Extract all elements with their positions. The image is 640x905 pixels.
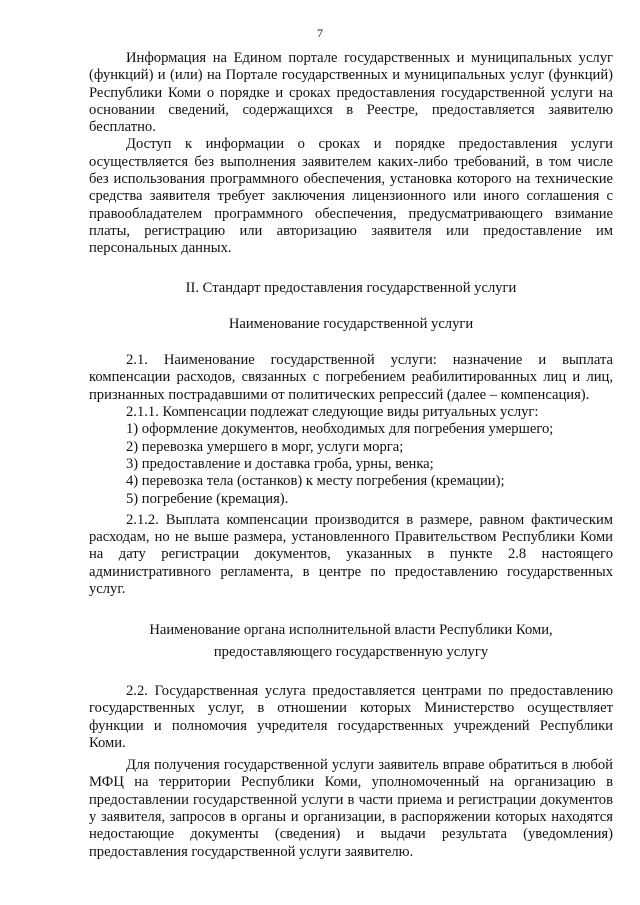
paragraph-2-1: 2.1. Наименование государственной услуги: назначение и выплата компенсации расходов, связанных с погребением реабилитированных лиц и лиц, признанных пострадавшими от политических репрессий (далее – компенсация). — [89, 352, 613, 403]
document-body — [89, 50, 613, 861]
spacer — [89, 258, 613, 280]
authority-heading-line2: предоставляющего государственную услугу — [213, 643, 489, 660]
list-item: 4) перевозка тела (останков) к месту погребения (кремации); — [126, 473, 505, 490]
section-ii-title: II. Стандарт предоставления государственной услуги — [185, 279, 517, 296]
paragraph-2-2: 2.2. Государственная услуга предоставляется центрами по предоставлению государственных услуг, в отношении которых Министерство осуществляет функции и полномочия учредителя государственных учреждений Республики Коми. — [89, 682, 613, 751]
list-item: 3) предоставление и доставка гроба, урны, венка; — [126, 455, 434, 472]
list-item: 1) оформление документов, необходимых для погребения умершего; — [126, 421, 554, 438]
spacer — [89, 297, 613, 316]
paragraph-mfc: Для получения государственной услуги заявитель вправе обратиться в любой МФЦ на территории Республики Коми, уполномоченный на организацию в предоставлении государственной услуги в части приема и регистрации документов у заявителя, запросов в органы и организации, в распоряжении которых находятся недостающие документы (сведения) и выдачи результата (уведомления) предоставления государственной услуги заявителю. — [89, 757, 613, 860]
paragraph-portal-info: Информация на Едином портале государственных и муниципальных услуг (функций) и (или) на Портале государственных и муниципальных услуг (функций) Республики Коми о порядке и сроках предоставления государственной услуги на основании сведений, содержащихся в Реестре, предоставляется заявителю бесплатно. — [89, 50, 613, 136]
list-item: 2) перевозка умершего в морг, услуги морга; — [126, 438, 404, 455]
spacer — [89, 598, 613, 622]
authority-heading-line1: Наименование органа исполнительной власти Республики Коми, — [149, 622, 553, 639]
paragraph-2-1-2: 2.1.2. Выплата компенсации производится в размере, равном фактическим расходам, но не выше размера, установленного Правительством Республики Коми на дату регистрации документов, указанных в пункте 2.8 настоящего административного регламента, в центре по предоставлению государственных услуг. — [89, 511, 613, 598]
paragraph-2-1-1: 2.1.1. Компенсации подлежат следующие виды ритуальных услуг: — [126, 404, 539, 421]
spacer — [89, 333, 613, 352]
service-name-heading: Наименование государственной услуги — [228, 315, 474, 332]
spacer — [89, 661, 613, 683]
paragraph-access-info: Доступ к информации о сроках и порядке предоставления услуги осуществляется без выполнения заявителем каких-либо требований, в том числе без использования программного обеспечения, установка которого на технические средства заявителя требует заключения лицензионного или иного соглашения с правообладателем программного обеспечения, предусматривающего взимание платы, регистрацию или авторизацию заявителя или предоставление им персональных данных. — [89, 136, 613, 257]
page-number: 7 — [317, 26, 323, 40]
list-item: 5) погребение (кремация). — [126, 490, 289, 507]
